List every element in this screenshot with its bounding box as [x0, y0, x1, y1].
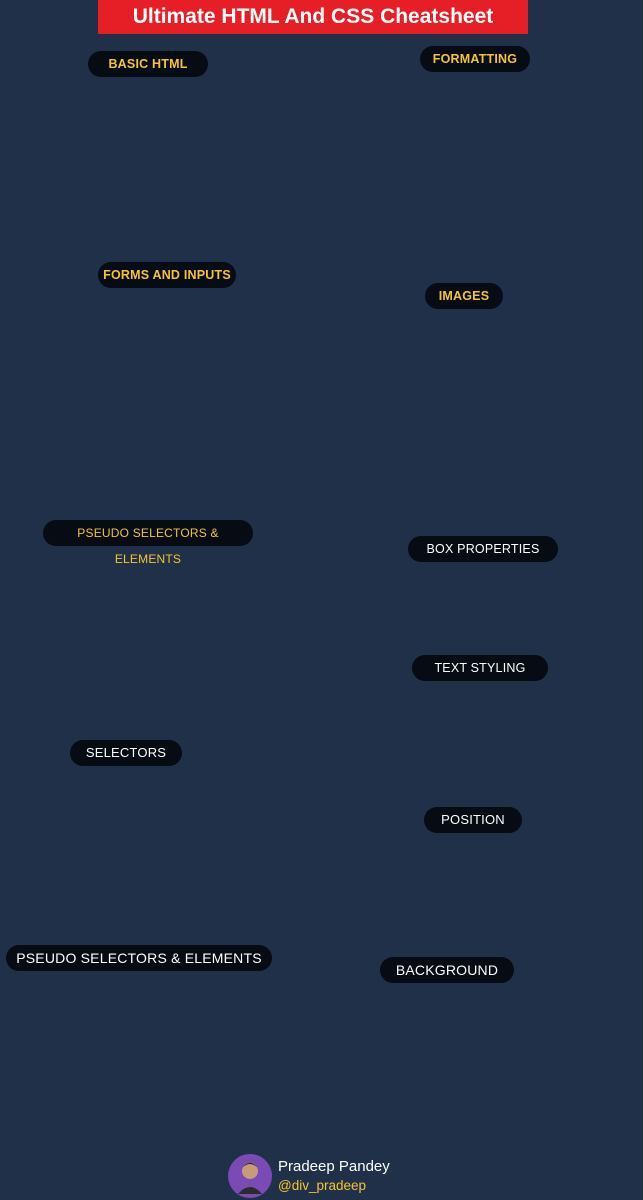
avatar	[228, 1154, 272, 1198]
section-heading-pseudo-2: PSEUDO SELECTORS & ELEMENTS	[6, 945, 272, 971]
section-heading-images: IMAGES	[425, 283, 503, 309]
page-title: Ultimate HTML And CSS Cheatsheet	[98, 0, 528, 34]
section-heading-basic-html: BASIC HTML	[88, 51, 208, 77]
section-heading-selectors: SELECTORS	[70, 740, 182, 766]
section-heading-text-styling: TEXT STYLING	[412, 655, 548, 681]
section-heading-background: BACKGROUND	[380, 957, 514, 983]
author-name: Pradeep Pandey	[278, 1158, 390, 1175]
section-heading-position: POSITION	[424, 807, 522, 833]
section-heading-formatting: FORMATTING	[420, 46, 530, 72]
section-heading-box: BOX PROPERTIES	[408, 536, 558, 562]
author-handle: @div_pradeep	[278, 1178, 367, 1193]
section-heading-forms: FORMS AND INPUTS	[98, 262, 236, 288]
section-heading-pseudo-1: PSEUDO SELECTORS & ELEMENTS	[43, 520, 253, 546]
